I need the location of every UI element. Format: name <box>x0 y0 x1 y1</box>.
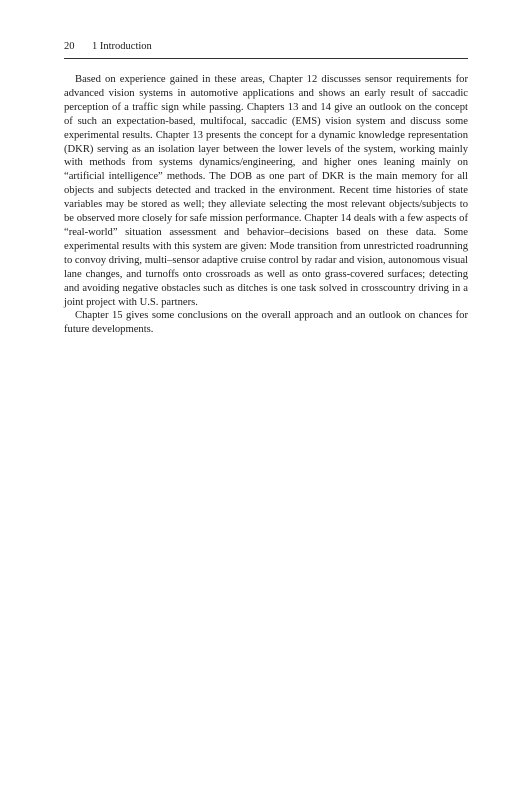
running-head <box>64 40 468 59</box>
page-number: 20 <box>64 41 75 52</box>
body-text <box>64 73 468 337</box>
paragraph: Based on experience gained in these areas, Chapter 12 discusses sensor requirements for advanced vision systems in automotive applications and shows an early result of saccadic perception of a traffic sign while passing. Chapters 13 and 14 give an outlook on the concept of such an expectation-based, multifocal, saccadic (EMS) vision system and discuss some experimental results. Chapter 13 presents the concept for a dynamic knowledge representation (DKR) serving as an isolation layer between the lower levels of the system, working mainly with methods from systems dynamics/engineering, and higher ones leaning mainly on “artificial intelligence” methods. The DOB as one part of DKR is the main memory for all objects and subjects detected and tracked in the environment. Recent time histories of state variables may be stored as well; they alleviate selecting the most relevant objects/subjects to be observed more closely for safe mission performance. Chapter 14 deals with a few aspects of “real-world” situation assessment and behavior–decisions based on these data. Some experimental results with this system are given: Mode transition from unrestricted roadrunning to convoy driving, multi–sensor adaptive cruise control by radar and vision, autonomous visual lane changes, and turnoffs onto crossroads as well as onto grass-covered surfaces; detecting and avoiding negative obstacles such as ditches is one task solved in crosscountry driving in a joint project with U.S. partners. <box>64 74 468 308</box>
paragraph: Chapter 15 gives some conclusions on the overall approach and an outlook on chances for future developments. <box>64 310 468 336</box>
chapter-running-title: 1 Introduction <box>92 41 152 52</box>
